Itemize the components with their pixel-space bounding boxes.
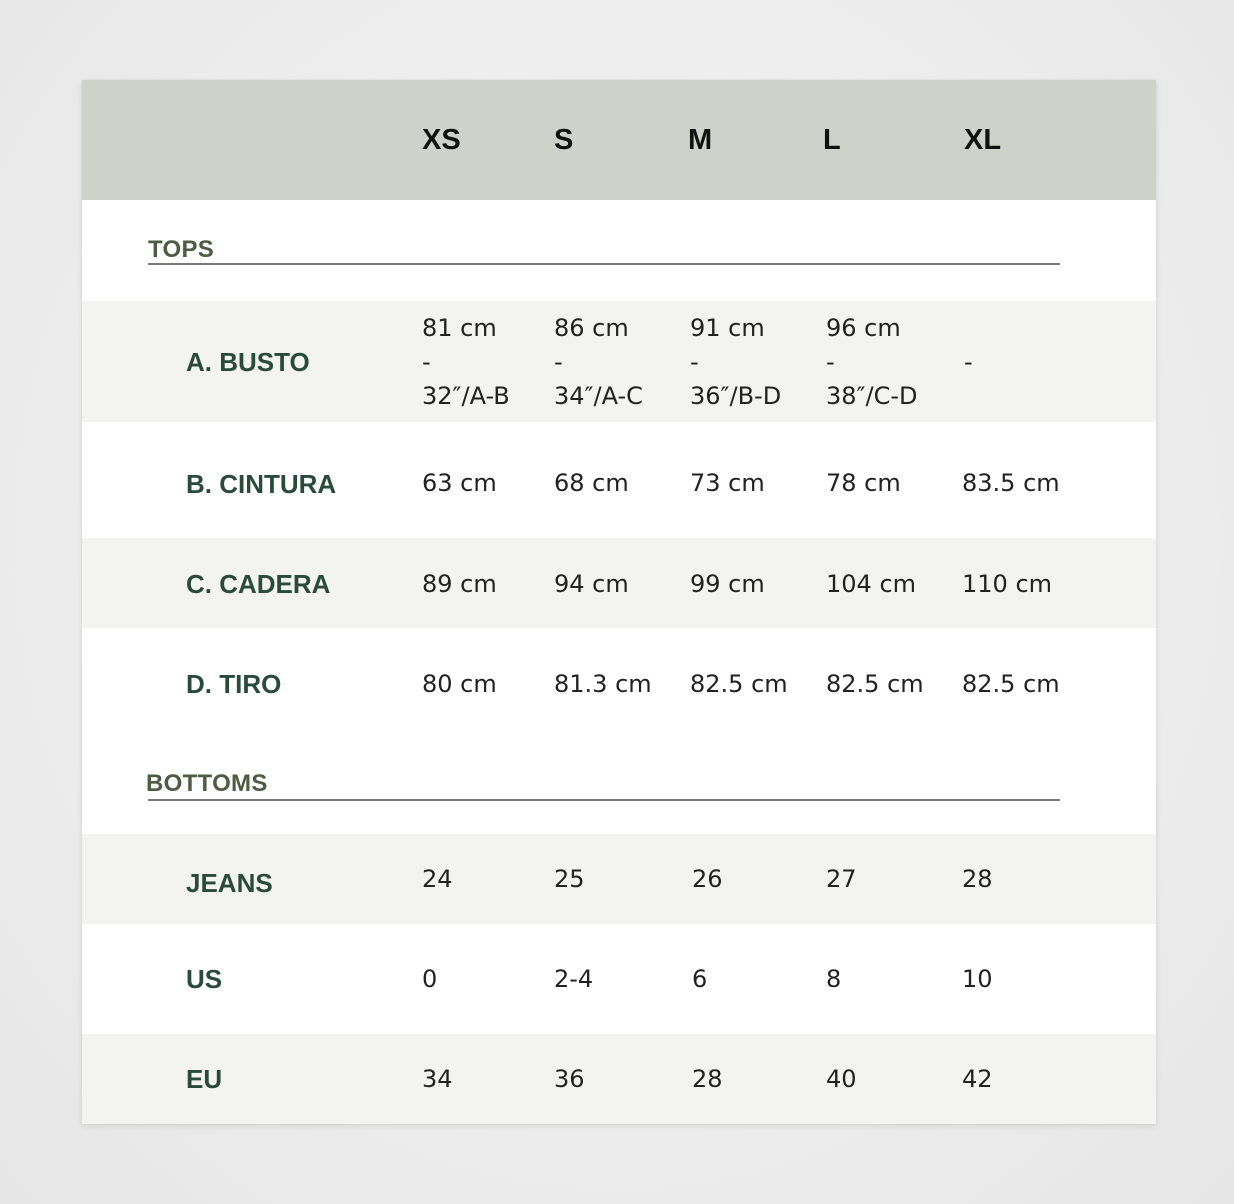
row-label: EU bbox=[186, 1064, 223, 1094]
table-row-cintura bbox=[82, 422, 1156, 538]
table-row-cadera bbox=[82, 538, 1156, 628]
value-cell-xs: 0 bbox=[422, 965, 438, 993]
value-cell-l: 104 cm bbox=[826, 570, 917, 598]
value-cell-l: 96 cm - 38″/C-D bbox=[826, 314, 918, 410]
row-label: A. BUSTO bbox=[186, 347, 310, 377]
value-cell-xl: 28 bbox=[962, 865, 993, 893]
size-l-header: L bbox=[823, 124, 841, 156]
size-xs-header: XS bbox=[422, 124, 461, 156]
value-cell-m: 28 bbox=[692, 1065, 723, 1093]
row-label: C. CADERA bbox=[186, 569, 331, 599]
row-label: US bbox=[186, 964, 223, 994]
value-cell-l: 40 bbox=[826, 1065, 857, 1093]
value-cell-xs: 63 cm bbox=[422, 469, 497, 497]
value-cell-m: 82.5 cm bbox=[690, 670, 788, 698]
size-header-row bbox=[82, 80, 1156, 200]
value-cell-m: 6 bbox=[692, 965, 708, 993]
bottoms-section-divider bbox=[148, 799, 1060, 801]
value-cell-xl: 42 bbox=[962, 1065, 993, 1093]
value-cell-s: 94 cm bbox=[554, 570, 629, 598]
value-cell-s: 25 bbox=[554, 865, 585, 893]
table-row-busto bbox=[82, 301, 1156, 422]
value-cell-xs: 24 bbox=[422, 865, 453, 893]
value-cell-xl: 10 bbox=[962, 965, 993, 993]
row-label: JEANS bbox=[186, 868, 273, 898]
value-cell-m: 26 bbox=[692, 865, 723, 893]
size-chart-card bbox=[82, 80, 1156, 1124]
row-label: B. CINTURA bbox=[186, 469, 337, 499]
value-cell-xl: 82.5 cm bbox=[962, 670, 1060, 698]
value-cell-xs: 81 cm - 32″/A-B bbox=[422, 314, 510, 410]
value-cell-s: 86 cm - 34″/A-C bbox=[554, 314, 643, 410]
size-xl-header: XL bbox=[964, 124, 1002, 156]
size-s-header: S bbox=[554, 124, 574, 156]
value-cell-xs: 89 cm bbox=[422, 570, 497, 598]
table-row-jeans bbox=[82, 834, 1156, 924]
table-row-us bbox=[82, 924, 1156, 1034]
value-cell-s: 36 bbox=[554, 1065, 585, 1093]
value-cell-m: 99 cm bbox=[690, 570, 765, 598]
value-cell-s: 2-4 bbox=[554, 965, 594, 993]
tops-section-title: TOPS bbox=[148, 236, 215, 263]
value-cell-m: 91 cm - 36″/B-D bbox=[690, 314, 782, 410]
table-row-tiro bbox=[82, 628, 1156, 736]
table-row-eu bbox=[82, 1034, 1156, 1124]
value-cell-xs: 34 bbox=[422, 1065, 453, 1093]
bottoms-section-title: BOTTOMS bbox=[146, 770, 268, 797]
size-m-header: M bbox=[688, 124, 713, 156]
value-cell-m: 73 cm bbox=[690, 469, 765, 497]
value-cell-xl: 83.5 cm bbox=[962, 469, 1060, 497]
value-cell-l: 82.5 cm bbox=[826, 670, 924, 698]
value-cell-xs: 80 cm bbox=[422, 670, 497, 698]
value-cell-l: 8 bbox=[826, 965, 842, 993]
value-cell-l: 27 bbox=[826, 865, 857, 893]
value-cell-xl: 110 cm bbox=[962, 570, 1053, 598]
row-label: D. TIRO bbox=[186, 669, 282, 699]
tops-section-divider bbox=[148, 263, 1060, 265]
value-cell-s: 68 cm bbox=[554, 469, 629, 497]
value-cell-s: 81.3 cm bbox=[554, 670, 652, 698]
value-cell-xl: - bbox=[964, 348, 973, 376]
value-cell-l: 78 cm bbox=[826, 469, 901, 497]
